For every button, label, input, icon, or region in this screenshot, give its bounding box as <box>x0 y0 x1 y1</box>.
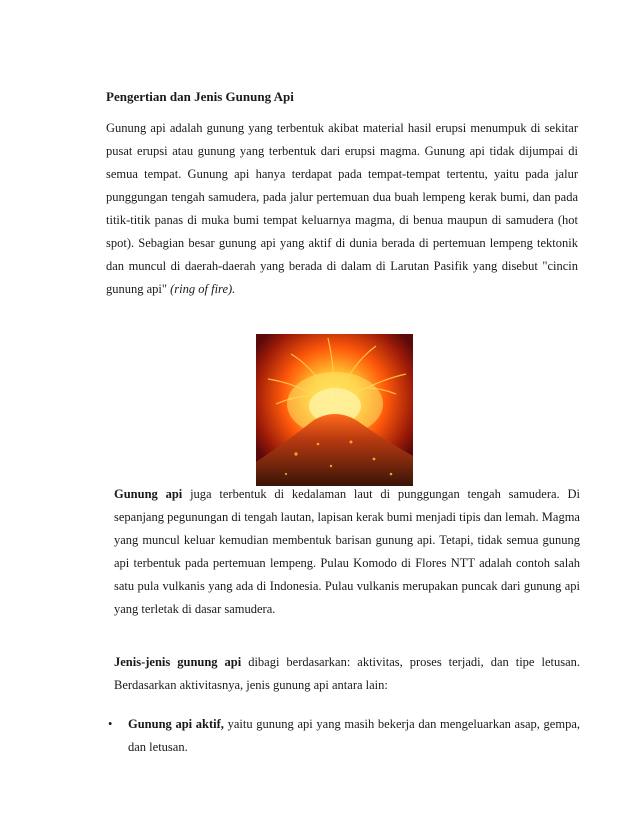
active-volcano-bold: Gunung api aktif, <box>128 717 224 731</box>
types-paragraph <box>114 651 580 697</box>
bullet-icon: • <box>108 717 113 731</box>
types-text: dibagi berdasarkan: aktivitas, proses terjadi, dan tipe letusan. Berdasarkan aktivitasnya, jenis gunung api antara lain: <box>114 655 580 692</box>
list-item <box>108 713 580 759</box>
volcano-eruption-image <box>256 334 413 486</box>
ocean-volcano-text: juga terbentuk di kedalaman laut di punggungan tengah samudera. Di sepanjang pegunungan di tengah lautan, lapisan kerak bumi menjadi tipis dan lemah. Magma yang muncul keluar kemudian membentuk barisan gunung api. Tetapi, tidak semua gunung api terbentuk pada pertemuan lempeng. Pulau Komodo di Flores NTT adalah contoh salah satu pula vulkanis yang ada di Indonesia. Pulau vulkanis merupakan puncak dari gunung api yang terletak di dasar samudera. <box>114 487 580 616</box>
document-title: Pengertian dan Jenis Gunung Api <box>106 89 294 104</box>
gunung-api-bold: Gunung api <box>114 487 183 501</box>
active-volcano-text: yaitu gunung api yang masih bekerja dan mengeluarkan asap, gempa, dan letusan. <box>128 717 580 754</box>
volcano-types-list <box>108 713 580 759</box>
jenis-jenis-bold: Jenis-jenis gunung api <box>114 655 242 669</box>
ocean-volcano-paragraph <box>114 483 580 621</box>
ring-of-fire-italic: (ring of fire). <box>170 282 236 296</box>
intro-text: Gunung api adalah gunung yang terbentuk akibat material hasil erupsi menumpuk di sekitar pusat erupsi atau gunung yang terbentuk dari erupsi magma. Gunung api tidak dijumpai di semua tempat. Gunung api hanya terdapat pada tempat-tempat tertentu, yaitu pada jalur punggungan tengah samudera, pada jalur pertemuan dua buah lempeng kerak bumi, dan pada titik-titik panas di muka bumi tempat keluarnya magma, di benua maupun di samudera (hot spot). Sebagian besar gunung api yang aktif di dunia berada di pertemuan lempeng tektonik dan muncul di daerah-daerah yang berada di dalam di Larutan Pasifik yang disebut "cincin gunung api" <box>106 121 578 296</box>
intro-paragraph <box>106 117 578 301</box>
